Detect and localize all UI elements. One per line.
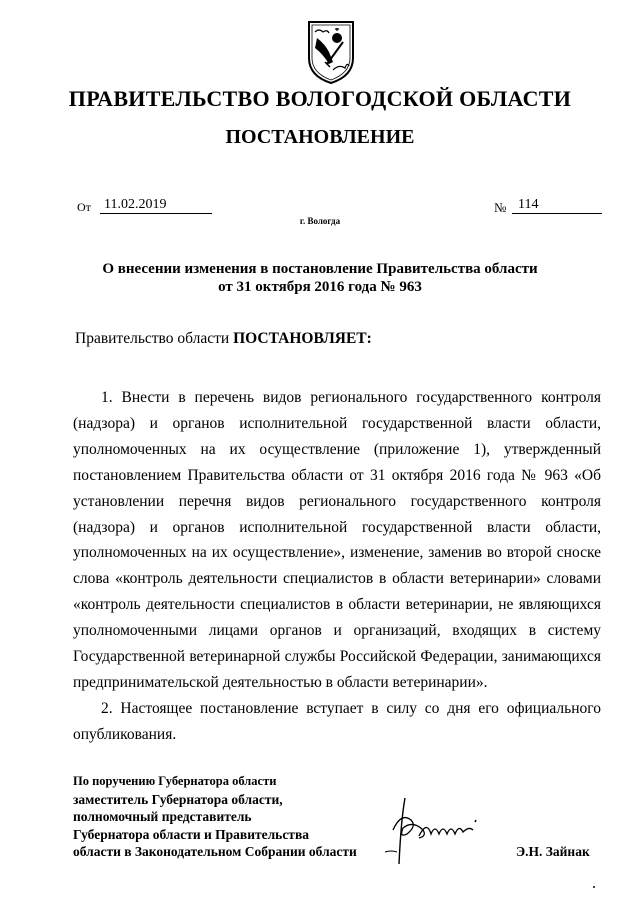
document-number: 114 <box>512 197 602 214</box>
signature-line-4: Губернатора области и Правительства <box>73 826 309 842</box>
resolve-keyword: ПОСТАНОВЛЯЕТ: <box>233 330 372 347</box>
number-prefix: № <box>494 200 507 215</box>
resolve-intro: Правительство области <box>75 330 234 347</box>
handwritten-signature <box>383 790 498 870</box>
signature-line-1: По поручению Губернатора области <box>73 774 277 788</box>
signature-line-5: области в Законодательном Собрании области <box>73 844 357 859</box>
signature-block <box>73 773 357 861</box>
signature-line-3: полномочный представитель <box>73 809 252 824</box>
subject-line-2: от 31 октября 2016 года № 963 <box>218 279 422 295</box>
document-body <box>73 385 601 748</box>
coat-of-arms-icon <box>303 18 359 86</box>
signature-line-2: заместитель Губернатора области, <box>73 791 283 807</box>
document-date: 11.02.2019 <box>100 197 212 214</box>
document-type: ПОСТАНОВЛЕНИЕ <box>225 126 415 148</box>
government-title: ПРАВИТЕЛЬСТВО ВОЛОГОДСКОЙ ОБЛАСТИ <box>68 86 572 111</box>
date-prefix: От <box>77 200 91 214</box>
paragraph-1: 1. Внести в перечень видов регионального государственного контроля (надзора) и органов исполнительной государственной власти области, уполномоченных на их осуществление (приложение 1), утвержденный постановлением Правительства области от 31 октября 2016 года № 963 «Об установлении перечня видов регионального государственного контроля (надзора) и органов исполнительной государственной власти области, уполномоченных на их осуществление», изменение, заменив во второй сноске слова «контроль деятельности специалистов в области ветеринарии» словами «контроль деятельности специалистов в области ветеринарии, не являющихся уполномоченными лицами органов и организаций, входящих в систему Государственной ветеринарной службы Российской Федерации, занимающихся предпринимательской деятельностью в области ветеринарии». <box>73 389 601 691</box>
document-subject <box>0 260 640 296</box>
city-label: г. Вологда <box>299 216 341 226</box>
paragraph-2: 2. Настоящее постановление вступает в силу со дня его официального опубликования. <box>73 699 601 743</box>
signer-name: Э.Н. Зайнак <box>516 844 590 859</box>
scan-speck <box>593 886 595 888</box>
subject-line-1: О внесении изменения в постановление Правительства области <box>102 261 538 277</box>
resolve-statement <box>75 330 372 348</box>
